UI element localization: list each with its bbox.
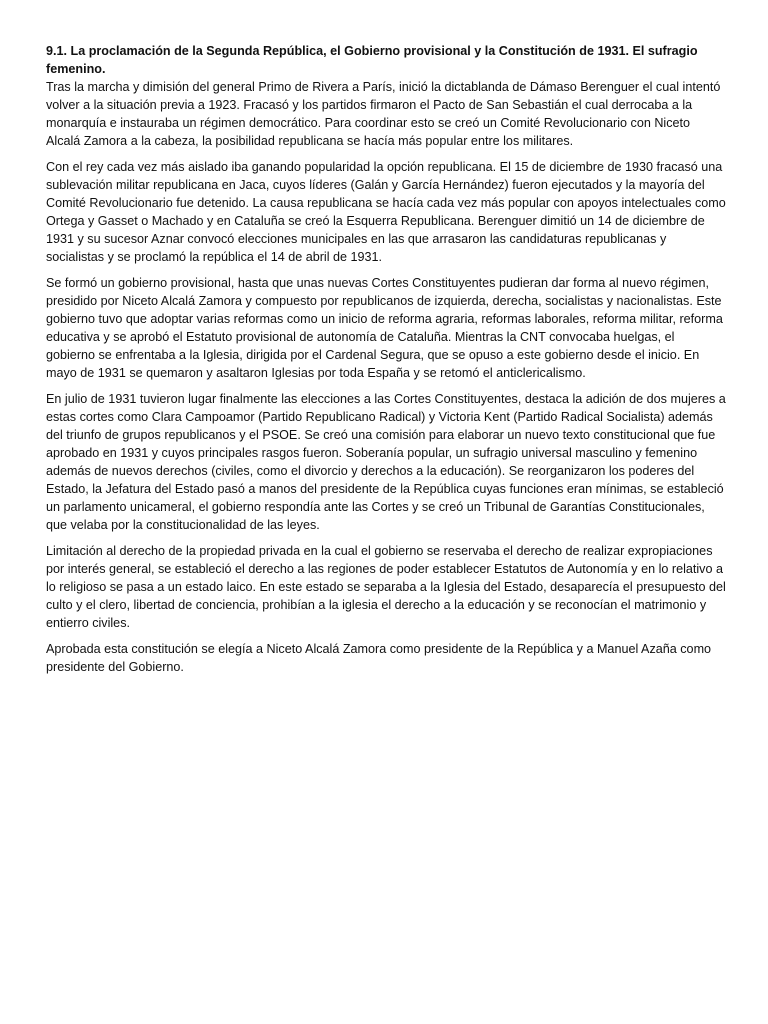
paragraph-6: Aprobada esta constitución se elegía a Niceto Alcalá Zamora como presidente de la República y a Manuel Azaña como presidente del Gobierno. [46, 642, 712, 674]
paragraph-2: Con el rey cada vez más aislado iba ganando popularidad la opción republicana. El 15 de diciembre de 1930 fracasó una sublevación militar republicana en Jaca, cuyos líderes (Galán y García Hernández) fueron ejecutados y la mayoría del Comité Revolucionario fue detenido. La causa republicana se hacía cada vez más popular con apoyos intelectuales como Ortega y Gasset o Machado y en Cataluña se creó la Esquerra Republicana. Berenguer dimitió un 14 de diciembre de 1931 y su sucesor Aznar convocó elecciones municipales en las que arrasaron las candidaturas republicanas y socialistas y se proclamó la república el 14 de abril de 1931. [46, 160, 726, 264]
document-page [46, 42, 726, 684]
paragraph-3: Se formó un gobierno provisional, hasta que unas nuevas Cortes Constituyentes pudieran dar forma al nuevo régimen, presidido por Niceto Alcalá Zamora y compuesto por republicanos de izquierda, derecha, socialistas y nacionalistas. Este gobierno tuvo que adoptar varias reformas como un inicio de reforma agraria, reformas laborales, reforma militar, reforma educativa y se aprobó el Estatuto provisional de autonomía de Cataluña. Mientras la CNT convocaba huelgas, el gobierno se enfrentaba a la Iglesia, dirigida por el Cardenal Segura, que se opuso a este gobierno desde el inicio. En mayo de 1931 se quemaron y asaltaron Iglesias por toda España y se retomó el anticlericalismo. [46, 276, 723, 380]
paragraph-4: En julio de 1931 tuvieron lugar finalmente las elecciones a las Cortes Constituyentes, destaca la adición de dos mujeres a estas cortes como Clara Campoamor (Partido Republicano Radical) y Victoria Kent (Partido Radical Socialista) además del triunfo de grupos republicanos y el PSOE. Se creó una comisión para elaborar un nuevo texto constitucional que fue aprobado en 1931 y cuyos principales rasgos fueron. Soberanía popular, un sufragio universal masculino y femenino además de nuevos derechos (civiles, como el divorcio y derechos a la educación). Se reorganizaron los poderes del Estado, la Jefatura del Estado pasó a manos del presidente de la República cuyas funciones eran mínimas, se estableció un parlamento unicameral, el gobierno respondía ante las Cortes y se creó un Tribunal de Garantías Constitucionales, que velaba por la constitucionalidad de las leyes. [46, 392, 726, 532]
section-title: 9.1. La proclamación de la Segunda República, el Gobierno provisional y la Constitución de 1931. El sufragio femenino. [46, 44, 698, 76]
paragraph-5: Limitación al derecho de la propiedad privada en la cual el gobierno se reservaba el derecho de realizar expropiaciones por interés general, se estableció el derecho a las regiones de poder establecer Estatutos de Autonomía y en lo relativo a lo religioso se pasa a un estado laico. En este estado se separaba a la Iglesia del Estado, desaparecía el presupuesto del culto y el clero, libertad de conciencia, prohibían a la iglesia el derecho a la educación y se reconocían el matrimonio y entierro civiles. [46, 544, 726, 630]
paragraph-1: Tras la marcha y dimisión del general Primo de Rivera a París, inició la dictablanda de Dámaso Berenguer el cual intentó volver a la situación previa a 1923. Fracasó y los partidos firmaron el Pacto de San Sebastián el cual derrocaba a la monarquía e instauraba un régimen democrático. Para coordinar esto se creó un Comité Revolucionario con Niceto Alcalá Zamora a la cabeza, la posibilidad republicana se hacía más popular entre los militares. [46, 80, 721, 148]
